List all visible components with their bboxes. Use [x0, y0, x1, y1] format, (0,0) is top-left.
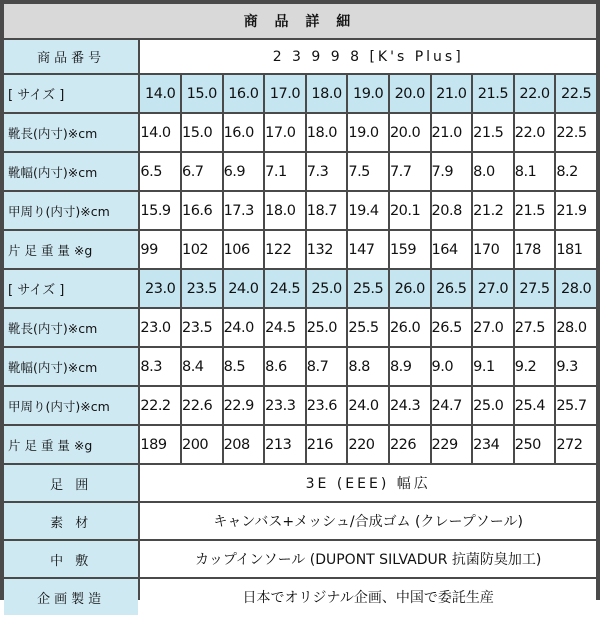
weight-cell: 147: [348, 231, 388, 268]
weight-cell: 220: [348, 426, 388, 463]
weight-cell: 122: [265, 231, 305, 268]
size-cell: 24.5: [265, 270, 305, 307]
size-cell: 15.0: [182, 75, 222, 112]
size-cell: 26.5: [432, 270, 472, 307]
length-cell: 24.5: [265, 309, 305, 346]
instep-cell: 25.0: [473, 387, 513, 424]
length-row-1: [4, 114, 596, 151]
length-cell: 23.0: [140, 309, 180, 346]
instep-cell: 15.9: [140, 192, 180, 229]
width-cell: 8.0: [473, 153, 513, 190]
detail-label: 中 敷: [4, 541, 138, 577]
width-cell: 8.7: [307, 348, 347, 385]
weight-cell: 159: [390, 231, 430, 268]
size-cell: 24.0: [224, 270, 264, 307]
instep-cell: 21.9: [556, 192, 596, 229]
instep-cell: 22.9: [224, 387, 264, 424]
width-row-2: [4, 348, 596, 385]
width-cell: 8.8: [348, 348, 388, 385]
detail-label: 素 材: [4, 503, 138, 539]
width-cell: 7.7: [390, 153, 430, 190]
width-label: 靴幅(内寸)※cm: [4, 348, 138, 385]
weight-cell: 200: [182, 426, 222, 463]
instep-cell: 22.6: [182, 387, 222, 424]
detail-row: [4, 579, 596, 615]
weight-cell: 226: [390, 426, 430, 463]
weight-row-1: [4, 231, 596, 268]
instep-cell: 24.3: [390, 387, 430, 424]
size-cell: 21.0: [432, 75, 472, 112]
weight-cell: 106: [224, 231, 264, 268]
product-spec-table: [2, 2, 598, 617]
size-row-1: [4, 75, 596, 112]
size-cell: 27.0: [473, 270, 513, 307]
weight-cell: 216: [307, 426, 347, 463]
instep-cell: 24.7: [432, 387, 472, 424]
instep-cell: 25.7: [556, 387, 596, 424]
size-cell: 20.0: [390, 75, 430, 112]
length-cell: 27.0: [473, 309, 513, 346]
detail-row: [4, 503, 596, 539]
width-cell: 6.9: [224, 153, 264, 190]
length-row-2: [4, 309, 596, 346]
detail-label: 企画製造: [4, 579, 138, 615]
weight-cell: 208: [224, 426, 264, 463]
instep-row-1: [4, 192, 596, 229]
weight-cell: 164: [432, 231, 472, 268]
size-cell: 22.0: [515, 75, 555, 112]
size-cell: 19.0: [348, 75, 388, 112]
instep-cell: 20.8: [432, 192, 472, 229]
length-cell: 23.5: [182, 309, 222, 346]
instep-cell: 23.6: [307, 387, 347, 424]
width-cell: 8.5: [224, 348, 264, 385]
size-cell: 25.0: [307, 270, 347, 307]
length-cell: 27.5: [515, 309, 555, 346]
size-cell: 26.0: [390, 270, 430, 307]
width-label: 靴幅(内寸)※cm: [4, 153, 138, 190]
width-cell: 6.5: [140, 153, 180, 190]
instep-label: 甲周り(内寸)※cm: [4, 192, 138, 229]
detail-row: [4, 465, 596, 501]
instep-cell: 22.2: [140, 387, 180, 424]
length-cell: 17.0: [265, 114, 305, 151]
weight-cell: 170: [473, 231, 513, 268]
size-cell: 23.0: [140, 270, 180, 307]
size-cell: 28.0: [556, 270, 596, 307]
instep-label: 甲周り(内寸)※cm: [4, 387, 138, 424]
size-cell: 23.5: [182, 270, 222, 307]
weight-cell: 250: [515, 426, 555, 463]
instep-cell: 21.2: [473, 192, 513, 229]
width-cell: 8.2: [556, 153, 596, 190]
table-title: 商 品 詳 細: [4, 4, 596, 38]
width-cell: 8.1: [515, 153, 555, 190]
size-cell: 17.0: [265, 75, 305, 112]
detail-label: 足 囲: [4, 465, 138, 501]
product-number-value: 2 3 9 9 8 [K's Plus]: [140, 40, 596, 73]
length-cell: 24.0: [224, 309, 264, 346]
size-cell: 18.0: [307, 75, 347, 112]
size-label: [ サイズ ]: [4, 270, 138, 307]
instep-cell: 24.0: [348, 387, 388, 424]
length-cell: 16.0: [224, 114, 264, 151]
length-cell: 20.0: [390, 114, 430, 151]
length-cell: 21.0: [432, 114, 472, 151]
weight-cell: 99: [140, 231, 180, 268]
length-cell: 21.5: [473, 114, 513, 151]
width-cell: 7.5: [348, 153, 388, 190]
weight-cell: 229: [432, 426, 472, 463]
length-cell: 19.0: [348, 114, 388, 151]
size-cell: 16.0: [224, 75, 264, 112]
width-row-1: [4, 153, 596, 190]
weight-cell: 132: [307, 231, 347, 268]
length-cell: 22.0: [515, 114, 555, 151]
width-cell: 8.6: [265, 348, 305, 385]
weight-cell: 102: [182, 231, 222, 268]
length-cell: 25.0: [307, 309, 347, 346]
weight-label: 片 足 重 量 ※g: [4, 231, 138, 268]
width-cell: 7.3: [307, 153, 347, 190]
weight-cell: 189: [140, 426, 180, 463]
width-cell: 7.9: [432, 153, 472, 190]
width-cell: 7.1: [265, 153, 305, 190]
width-cell: 6.7: [182, 153, 222, 190]
length-cell: 26.5: [432, 309, 472, 346]
instep-cell: 17.3: [224, 192, 264, 229]
detail-value: キャンバス+メッシュ/合成ゴム (クレープソール): [140, 503, 596, 539]
instep-cell: 19.4: [348, 192, 388, 229]
weight-cell: 213: [265, 426, 305, 463]
weight-label: 片 足 重 量 ※g: [4, 426, 138, 463]
size-cell: 14.0: [140, 75, 180, 112]
size-row-2: [4, 270, 596, 307]
length-label: 靴長(内寸)※cm: [4, 309, 138, 346]
detail-value: 日本でオリジナル企画、中国で委託生産: [140, 579, 596, 615]
instep-cell: 16.6: [182, 192, 222, 229]
size-cell: 27.5: [515, 270, 555, 307]
weight-cell: 178: [515, 231, 555, 268]
weight-row-2: [4, 426, 596, 463]
weight-cell: 272: [556, 426, 596, 463]
length-cell: 15.0: [182, 114, 222, 151]
width-cell: 8.4: [182, 348, 222, 385]
instep-cell: 18.0: [265, 192, 305, 229]
length-cell: 14.0: [140, 114, 180, 151]
instep-cell: 18.7: [307, 192, 347, 229]
weight-cell: 181: [556, 231, 596, 268]
width-cell: 8.3: [140, 348, 180, 385]
instep-row-2: [4, 387, 596, 424]
size-cell: 21.5: [473, 75, 513, 112]
width-cell: 9.3: [556, 348, 596, 385]
width-cell: 9.0: [432, 348, 472, 385]
instep-cell: 25.4: [515, 387, 555, 424]
size-label: [ サイズ ]: [4, 75, 138, 112]
instep-cell: 21.5: [515, 192, 555, 229]
length-cell: 25.5: [348, 309, 388, 346]
width-cell: 9.2: [515, 348, 555, 385]
instep-cell: 20.1: [390, 192, 430, 229]
length-label: 靴長(内寸)※cm: [4, 114, 138, 151]
length-cell: 18.0: [307, 114, 347, 151]
length-cell: 28.0: [556, 309, 596, 346]
detail-value: カップインソール (DUPONT SILVADUR 抗菌防臭加工): [140, 541, 596, 577]
instep-cell: 23.3: [265, 387, 305, 424]
length-cell: 22.5: [556, 114, 596, 151]
length-cell: 26.0: [390, 309, 430, 346]
detail-row: [4, 541, 596, 577]
product-number-label: 商品番号: [4, 40, 138, 73]
detail-value: 3E (EEE) 幅広: [140, 465, 596, 501]
weight-cell: 234: [473, 426, 513, 463]
width-cell: 9.1: [473, 348, 513, 385]
size-cell: 22.5: [556, 75, 596, 112]
size-cell: 25.5: [348, 270, 388, 307]
width-cell: 8.9: [390, 348, 430, 385]
